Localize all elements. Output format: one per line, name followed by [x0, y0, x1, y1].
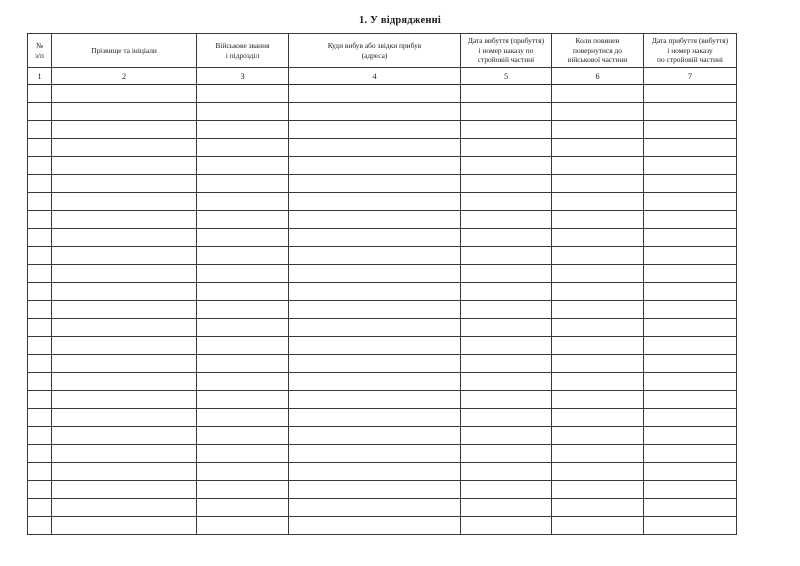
table-row	[28, 103, 737, 121]
table-cell[interactable]	[644, 427, 737, 445]
table-cell[interactable]	[197, 283, 289, 301]
table-cell[interactable]	[552, 157, 644, 175]
page-title: 1. У відрядженні	[359, 15, 441, 26]
table-cell[interactable]	[289, 265, 461, 283]
column-number: 4	[289, 68, 461, 85]
table-cell[interactable]	[461, 121, 552, 139]
table-row	[28, 499, 737, 517]
table-cell[interactable]	[28, 481, 52, 499]
table-cell[interactable]	[644, 355, 737, 373]
table-cell[interactable]	[28, 463, 52, 481]
table-cell[interactable]	[28, 121, 52, 139]
table-row	[28, 85, 737, 103]
table-cell[interactable]	[197, 247, 289, 265]
table-cell[interactable]	[28, 391, 52, 409]
table-row	[28, 355, 737, 373]
table-cell[interactable]	[289, 211, 461, 229]
table-cell[interactable]	[52, 247, 197, 265]
header-cell-number	[28, 34, 52, 68]
table-cell[interactable]	[197, 499, 289, 517]
table-cell[interactable]	[28, 355, 52, 373]
table-cell[interactable]	[289, 193, 461, 211]
table-cell[interactable]	[552, 283, 644, 301]
table-cell[interactable]	[289, 175, 461, 193]
table-cell[interactable]	[197, 373, 289, 391]
header-label-line: Військове звання	[215, 41, 270, 51]
table-row	[28, 265, 737, 283]
table-cell[interactable]	[644, 391, 737, 409]
table-cell[interactable]	[197, 463, 289, 481]
table-cell[interactable]	[644, 319, 737, 337]
table-cell[interactable]	[552, 265, 644, 283]
table-cell[interactable]	[28, 157, 52, 175]
table-row	[28, 427, 737, 445]
table-cell[interactable]	[289, 517, 461, 535]
table-row	[28, 445, 737, 463]
table-cell[interactable]	[28, 301, 52, 319]
table-cell[interactable]	[52, 139, 197, 157]
table-cell[interactable]	[461, 373, 552, 391]
table-cell[interactable]	[461, 211, 552, 229]
table-cell[interactable]	[28, 427, 52, 445]
header-label-line: Куди вибув або звідки прибув	[327, 41, 422, 51]
table-cell[interactable]	[52, 229, 197, 247]
table-cell[interactable]	[28, 103, 52, 121]
table-cell[interactable]	[289, 373, 461, 391]
table-cell[interactable]	[552, 103, 644, 121]
table-cell[interactable]	[28, 373, 52, 391]
table-cell[interactable]	[644, 445, 737, 463]
table-cell[interactable]	[28, 211, 52, 229]
table-row	[28, 211, 737, 229]
table-cell[interactable]	[28, 139, 52, 157]
header-label-line: повернутися до	[573, 45, 622, 55]
table-cell[interactable]	[552, 517, 644, 535]
table-cell[interactable]	[289, 391, 461, 409]
table-cell[interactable]	[28, 319, 52, 337]
table-cell[interactable]	[644, 283, 737, 301]
table-cell[interactable]	[28, 247, 52, 265]
header-label-line: №	[35, 41, 44, 51]
header-cell-return-due	[552, 34, 644, 68]
table-cell[interactable]	[644, 175, 737, 193]
table-cell[interactable]	[289, 121, 461, 139]
table-cell[interactable]	[644, 157, 737, 175]
table-cell[interactable]	[28, 193, 52, 211]
table-cell[interactable]	[644, 409, 737, 427]
table-cell[interactable]	[28, 283, 52, 301]
table-cell[interactable]	[28, 517, 52, 535]
table-cell[interactable]	[461, 265, 552, 283]
table-cell[interactable]	[28, 499, 52, 517]
table-cell[interactable]	[644, 247, 737, 265]
header-label-line: Дата прибуття (вибуття)	[651, 36, 729, 46]
table-cell[interactable]	[52, 85, 197, 103]
header-label-line: Коли повинен	[575, 36, 620, 46]
header-label-line: і номер наказу	[667, 45, 713, 55]
table-cell[interactable]	[197, 139, 289, 157]
table-cell[interactable]	[644, 229, 737, 247]
table-cell[interactable]	[197, 409, 289, 427]
table-cell[interactable]	[197, 193, 289, 211]
table-cell[interactable]	[289, 139, 461, 157]
table-cell[interactable]	[28, 265, 52, 283]
table-cell[interactable]	[289, 463, 461, 481]
table-cell[interactable]	[552, 139, 644, 157]
table-cell[interactable]	[552, 193, 644, 211]
table-cell[interactable]	[52, 157, 197, 175]
table-cell[interactable]	[52, 301, 197, 319]
header-label-line: і номер наказу по	[478, 45, 534, 55]
table-row	[28, 409, 737, 427]
column-number: 3	[197, 68, 289, 85]
table-cell[interactable]	[197, 427, 289, 445]
table-cell[interactable]	[289, 481, 461, 499]
table-cell[interactable]	[644, 337, 737, 355]
table-cell[interactable]	[644, 121, 737, 139]
table-cell[interactable]	[289, 85, 461, 103]
header-cell-destination	[289, 34, 461, 68]
table-row	[28, 517, 737, 535]
table-cell[interactable]	[644, 265, 737, 283]
table-cell[interactable]	[552, 337, 644, 355]
table-cell[interactable]	[289, 427, 461, 445]
table-cell[interactable]	[461, 481, 552, 499]
table-cell[interactable]	[28, 409, 52, 427]
table-row	[28, 337, 737, 355]
table-cell[interactable]	[552, 121, 644, 139]
table-cell[interactable]	[289, 499, 461, 517]
header-label-line: Дата вибуття (прибуття)	[467, 36, 545, 46]
table-cell[interactable]	[552, 301, 644, 319]
table-cell[interactable]	[461, 103, 552, 121]
table-cell[interactable]	[552, 319, 644, 337]
table-cell[interactable]	[197, 265, 289, 283]
column-number: 5	[461, 68, 552, 85]
table-row	[28, 157, 737, 175]
table-cell[interactable]	[52, 355, 197, 373]
table-cell[interactable]	[197, 229, 289, 247]
table-cell[interactable]	[52, 103, 197, 121]
table-cell[interactable]	[52, 463, 197, 481]
register-body	[28, 85, 737, 535]
table-cell[interactable]	[197, 391, 289, 409]
table-cell[interactable]	[644, 301, 737, 319]
table-cell[interactable]	[461, 517, 552, 535]
table-cell[interactable]	[52, 409, 197, 427]
table-cell[interactable]	[644, 85, 737, 103]
table-cell[interactable]	[197, 121, 289, 139]
table-cell[interactable]	[52, 517, 197, 535]
table-cell[interactable]	[461, 319, 552, 337]
table-cell[interactable]	[461, 499, 552, 517]
header-cell-departure-date	[461, 34, 552, 68]
header-label-line: по стройовій частині	[657, 55, 723, 65]
table-cell[interactable]	[197, 355, 289, 373]
column-number-row	[28, 68, 737, 85]
table-cell[interactable]	[197, 445, 289, 463]
table-cell[interactable]	[289, 247, 461, 265]
table-cell[interactable]	[52, 175, 197, 193]
table-row	[28, 193, 737, 211]
table-row	[28, 139, 737, 157]
table-cell[interactable]	[644, 517, 737, 535]
table-cell[interactable]	[197, 103, 289, 121]
table-cell[interactable]	[52, 445, 197, 463]
table-cell[interactable]	[461, 409, 552, 427]
table-row	[28, 283, 737, 301]
header-row	[28, 34, 737, 68]
table-cell[interactable]	[197, 85, 289, 103]
table-cell[interactable]	[289, 301, 461, 319]
column-number: 1	[28, 68, 52, 85]
table-cell[interactable]	[552, 409, 644, 427]
table-cell[interactable]	[289, 409, 461, 427]
table-cell[interactable]	[28, 229, 52, 247]
table-cell[interactable]	[28, 337, 52, 355]
column-number: 7	[644, 68, 737, 85]
table-cell[interactable]	[197, 319, 289, 337]
table-row	[28, 373, 737, 391]
table-cell[interactable]	[289, 319, 461, 337]
table-row	[28, 463, 737, 481]
table-cell[interactable]	[552, 463, 644, 481]
table-cell[interactable]	[461, 391, 552, 409]
table-cell[interactable]	[52, 283, 197, 301]
table-cell[interactable]	[552, 175, 644, 193]
table-cell[interactable]	[552, 373, 644, 391]
table-cell[interactable]	[197, 175, 289, 193]
table-cell[interactable]	[644, 499, 737, 517]
table-cell[interactable]	[461, 247, 552, 265]
table-cell[interactable]	[52, 373, 197, 391]
header-cell-rank	[197, 34, 289, 68]
column-number: 2	[52, 68, 197, 85]
table-row	[28, 175, 737, 193]
header-label-line: з/п	[35, 50, 44, 60]
table-cell[interactable]	[289, 103, 461, 121]
table-cell[interactable]	[289, 337, 461, 355]
table-cell[interactable]	[552, 427, 644, 445]
table-cell[interactable]	[552, 229, 644, 247]
table-cell[interactable]	[461, 463, 552, 481]
table-cell[interactable]	[197, 211, 289, 229]
header-label-line: військової частини	[567, 55, 628, 65]
table-cell[interactable]	[552, 391, 644, 409]
table-cell[interactable]	[552, 85, 644, 103]
table-cell[interactable]	[52, 427, 197, 445]
table-cell[interactable]	[52, 265, 197, 283]
table-cell[interactable]	[197, 517, 289, 535]
table-cell[interactable]	[552, 499, 644, 517]
table-cell[interactable]	[552, 247, 644, 265]
header-cell-name	[52, 34, 197, 68]
table-cell[interactable]	[52, 319, 197, 337]
table-cell[interactable]	[644, 103, 737, 121]
table-cell[interactable]	[461, 175, 552, 193]
table-cell[interactable]	[461, 427, 552, 445]
header-label-line: стройовій частині	[477, 55, 535, 65]
table-cell[interactable]	[28, 175, 52, 193]
table-cell[interactable]	[552, 445, 644, 463]
table-cell[interactable]	[461, 283, 552, 301]
table-cell[interactable]	[52, 337, 197, 355]
table-cell[interactable]	[197, 157, 289, 175]
table-row	[28, 121, 737, 139]
table-cell[interactable]	[28, 85, 52, 103]
table-cell[interactable]	[644, 193, 737, 211]
table-cell[interactable]	[461, 139, 552, 157]
table-row	[28, 301, 737, 319]
table-row	[28, 319, 737, 337]
table-cell[interactable]	[289, 157, 461, 175]
table-cell[interactable]	[52, 211, 197, 229]
table-cell[interactable]	[197, 301, 289, 319]
table-cell[interactable]	[461, 193, 552, 211]
table-cell[interactable]	[52, 499, 197, 517]
table-cell[interactable]	[52, 121, 197, 139]
table-cell[interactable]	[52, 193, 197, 211]
table-row	[28, 391, 737, 409]
table-cell[interactable]	[197, 337, 289, 355]
table-cell[interactable]	[28, 445, 52, 463]
table-cell[interactable]	[644, 211, 737, 229]
table-cell[interactable]	[289, 445, 461, 463]
table-cell[interactable]	[461, 157, 552, 175]
header-label-line: і підрозділ	[225, 50, 260, 60]
table-cell[interactable]	[197, 481, 289, 499]
table-cell[interactable]	[461, 445, 552, 463]
table-cell[interactable]	[644, 463, 737, 481]
table-cell[interactable]	[644, 481, 737, 499]
table-cell[interactable]	[52, 391, 197, 409]
table-cell[interactable]	[644, 373, 737, 391]
header-label-line: (адреса)	[361, 50, 388, 60]
table-cell[interactable]	[461, 337, 552, 355]
table-row	[28, 481, 737, 499]
table-cell[interactable]	[552, 481, 644, 499]
table-cell[interactable]	[461, 229, 552, 247]
table-cell[interactable]	[461, 355, 552, 373]
table-cell[interactable]	[289, 229, 461, 247]
table-cell[interactable]	[644, 139, 737, 157]
header-cell-arrival-date	[644, 34, 737, 68]
header-label-line: Прізвище та ініціали	[91, 45, 157, 55]
table-cell[interactable]	[52, 481, 197, 499]
column-number: 6	[552, 68, 644, 85]
table-cell[interactable]	[461, 301, 552, 319]
table-cell[interactable]	[552, 211, 644, 229]
table-cell[interactable]	[289, 283, 461, 301]
table-row	[28, 247, 737, 265]
travel-register-table	[27, 33, 737, 535]
table-cell[interactable]	[289, 355, 461, 373]
table-cell[interactable]	[461, 85, 552, 103]
table-cell[interactable]	[552, 355, 644, 373]
table-row	[28, 229, 737, 247]
